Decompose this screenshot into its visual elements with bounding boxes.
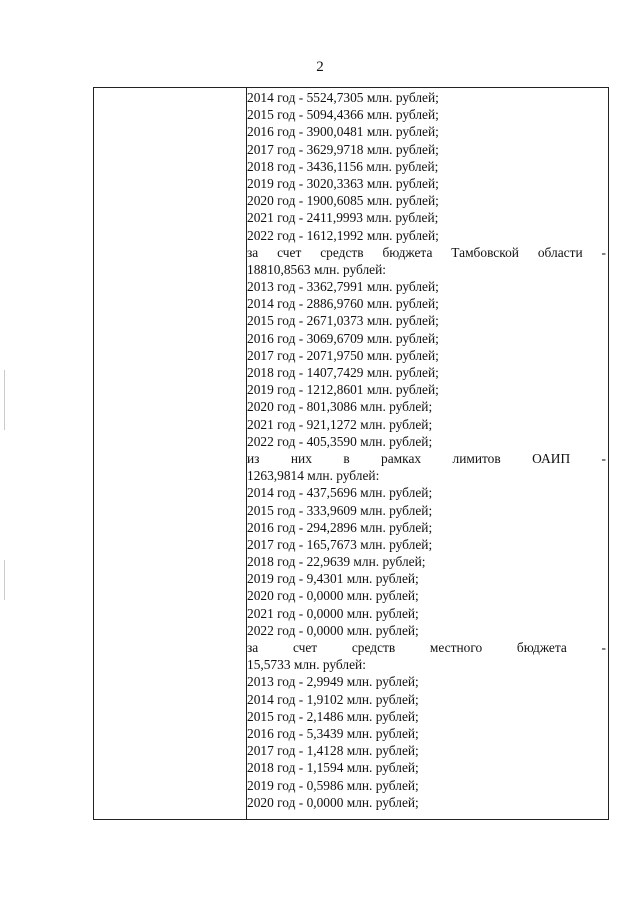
year-funding-line: 2022 год - 1612,1992 млн. рублей; xyxy=(247,227,439,243)
year-funding-line: 2015 год - 5094,4366 млн. рублей; xyxy=(247,107,439,123)
oaip-lines-group xyxy=(247,484,606,639)
heading-word: счет xyxy=(292,640,318,655)
year-funding-line: 2019 год - 1212,8601 млн. рублей; xyxy=(247,382,439,398)
year-funding-line: 2013 год - 3362,7991 млн. рублей; xyxy=(247,279,439,295)
year-funding-line: 2017 год - 165,7673 млн. рублей; xyxy=(247,536,433,552)
year-funding-line: 2021 год - 2411,9993 млн. рублей; xyxy=(247,210,439,226)
year-funding-line: 2018 год - 22,9639 млн. рублей; xyxy=(247,554,426,570)
heading-word: ОАИП xyxy=(532,450,571,466)
year-funding-line: 2014 год - 437,5696 млн. рублей; xyxy=(247,485,433,501)
year-funding-line: 2015 год - 2,1486 млн. рублей; xyxy=(247,708,419,724)
local-budget-total: 15,5733 млн. рублей: xyxy=(247,657,366,673)
heading-word: за xyxy=(247,640,259,655)
year-funding-line: 2022 год - 405,3590 млн. рублей; xyxy=(247,433,433,449)
heading-word: средств xyxy=(351,640,396,655)
heading-word: счет xyxy=(277,244,302,260)
heading-word: средств xyxy=(320,244,364,260)
year-funding-line: 2013 год - 2,9949 млн. рублей; xyxy=(247,674,419,690)
year-funding-line: 2018 год - 1,1594 млн. рублей; xyxy=(247,760,419,776)
regional-budget-heading xyxy=(247,244,606,261)
year-funding-line: 2014 год - 1,9102 млн. рублей; xyxy=(247,691,419,707)
year-funding-line: 2016 год - 5,3439 млн. рублей; xyxy=(247,725,419,741)
federal-lines-group xyxy=(247,89,606,244)
year-funding-line: 2022 год - 0,0000 млн. рублей; xyxy=(247,622,419,638)
heading-word: рамках xyxy=(381,450,422,466)
year-funding-line: 2019 год - 9,4301 млн. рублей; xyxy=(247,571,419,587)
heading-word: - xyxy=(601,450,606,466)
regional-budget-total: 18810,8563 млн. рублей: xyxy=(247,261,386,277)
heading-word: - xyxy=(601,244,606,260)
heading-word: - xyxy=(601,640,606,655)
heading-word: бюджета xyxy=(516,640,567,655)
heading-word: местного xyxy=(429,640,483,655)
page-number: 2 xyxy=(316,59,324,75)
year-funding-line: 2018 год - 1407,7429 млн. рублей; xyxy=(247,365,439,380)
year-funding-line: 2017 год - 2071,9750 млн. рублей; xyxy=(247,347,439,363)
funding-table xyxy=(93,87,609,820)
heading-word: них xyxy=(290,450,312,466)
year-funding-line: 2016 год - 294,2896 млн. рублей; xyxy=(247,519,433,535)
table-left-cell xyxy=(94,88,247,819)
year-funding-line: 2020 год - 0,0000 млн. рублей; xyxy=(247,588,419,604)
scan-mark-left-lower xyxy=(4,560,5,600)
oaip-total: 1263,9814 млн. рублей: xyxy=(247,468,380,484)
year-funding-line: 2015 год - 333,9609 млн. рублей; xyxy=(247,502,433,518)
heading-word: из xyxy=(247,450,260,466)
year-funding-line: 2019 год - 0,5986 млн. рублей; xyxy=(247,777,419,793)
heading-word: лимитов xyxy=(452,450,501,466)
year-funding-line: 2020 год - 1900,6085 млн. рублей; xyxy=(247,193,439,209)
heading-word: области xyxy=(537,244,583,260)
table-right-cell xyxy=(247,88,608,819)
year-funding-line: 2014 год - 5524,7305 млн. рублей; xyxy=(247,90,439,105)
year-funding-line: 2020 год - 0,0000 млн. рублей; xyxy=(247,794,419,810)
local-budget-heading xyxy=(247,639,606,656)
year-funding-line: 2016 год - 3900,0481 млн. рублей; xyxy=(247,124,439,140)
year-funding-line: 2021 год - 921,1272 млн. рублей; xyxy=(247,416,433,432)
heading-word: Тамбовской xyxy=(451,244,519,260)
year-funding-line: 2016 год - 3069,6709 млн. рублей; xyxy=(247,330,439,346)
year-funding-line: 2019 год - 3020,3363 млн. рублей; xyxy=(247,175,439,191)
scan-mark-left xyxy=(4,370,5,430)
heading-word: за xyxy=(247,244,259,260)
year-funding-line: 2017 год - 1,4128 млн. рублей; xyxy=(247,743,419,759)
year-funding-line: 2021 год - 0,0000 млн. рублей; xyxy=(247,605,419,621)
heading-word: бюджета xyxy=(382,244,433,260)
year-funding-line: 2017 год - 3629,9718 млн. рублей; xyxy=(247,141,439,157)
year-funding-line: 2015 год - 2671,0373 млн. рублей; xyxy=(247,313,439,329)
local-lines-group xyxy=(247,673,606,811)
year-funding-line: 2014 год - 2886,9760 млн. рублей; xyxy=(247,296,439,312)
year-funding-line: 2020 год - 801,3086 млн. рублей; xyxy=(247,399,433,415)
heading-word: в xyxy=(343,450,350,466)
oaip-heading xyxy=(247,450,606,467)
regional-lines-group xyxy=(247,278,606,450)
year-funding-line: 2018 год - 3436,1156 млн. рублей; xyxy=(247,158,439,174)
